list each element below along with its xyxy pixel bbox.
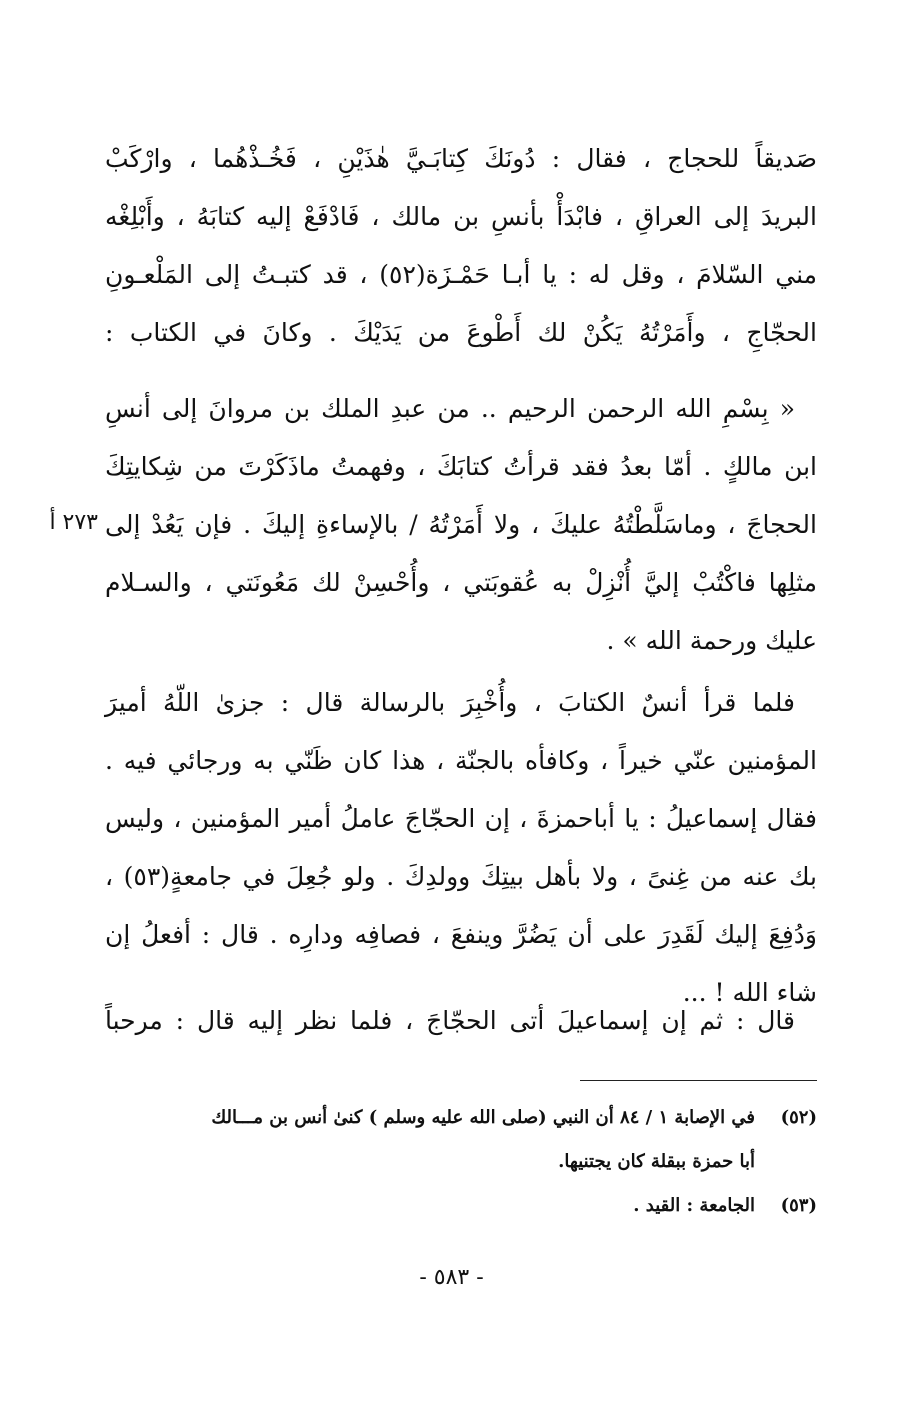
paragraph-3: [105, 992, 817, 1050]
text-line: مثلِها فاكْتُبْ إليَّ أُنْزِلْ به عُقوبَتي ، وأُحْسِنْ لك مَعُونَتي ، والسـلام: [105, 568, 817, 597]
text-line: الحجّاجِ ، وأَمَرْتُهُ يَكُنْ لك أَطْوعَ من يَدَيْكَ . وكانَ في الكتاب :: [105, 318, 817, 347]
footnote-53: [105, 1184, 817, 1228]
footnotes: [105, 1096, 817, 1228]
text-line: عليك ورحمة الله » .: [606, 626, 817, 655]
text-line: صَديقاً للحجاج ، فقال : دُونَكَ كِتابَـيَّ هٰذَيْنِ ، فَخُـذْهُما ، وارْكَبْ: [105, 144, 817, 173]
footnote-continuation: أبا حمزة ببقلة كان يجتنيها.: [558, 1151, 755, 1172]
text-line: فلما قرأ أنسٌ الكتابَ ، وأُخْبِرَ بالرسالة قال : جزىٰ اللّهُ أميرَ: [105, 688, 795, 717]
paragraph-2: [105, 674, 817, 1022]
footnote-number: (٥٣): [780, 1195, 817, 1216]
text-line: ابن مالكٍ . أمّا بعدُ فقد قرأتُ كتابَكَ ، وفهمتُ ماذَكَرْتَ من شِكايتِكَ: [105, 452, 817, 481]
paragraph-1: [105, 130, 817, 362]
footnote-separator: [580, 1080, 817, 1081]
page-number: - ٥٨٣ -: [419, 1265, 484, 1290]
text-line: « بِسْمِ الله الرحمن الرحيم .. من عبدِ الملك بن مروانَ إلى أنسِ: [105, 394, 795, 423]
letter-quote: [105, 380, 817, 670]
text-line: قال : ثم إن إسماعيلَ أتى الحجّاجَ ، فلما نظر إليه قال : مرحباً: [105, 1006, 795, 1035]
text-line: وَدُفِعَ إليك لَقَدِرَ على أن يَضُرَّ وينفعَ ، فصافِه ودارِه . قال : أفعلُ إن: [105, 920, 817, 949]
text-line: فقال إسماعيلُ : يا أباحمزةَ ، إن الحجّاجَ عاملُ أمير المؤمنين ، وليس: [105, 804, 817, 833]
footnote-text: الجامعة : القيد .: [633, 1195, 755, 1216]
text-line: شاء الله ! ...: [682, 978, 817, 1007]
footnote-text: في الإصابة ١ / ٨٤ أن النبي (صلى الله عليه وسلم ) كنىٰ أنس بن مـــالك: [211, 1107, 755, 1128]
text-line: مني السّلامَ ، وقل له : يا أبـا حَمْـزَة(٥٢) ، قد كتبـتُ إلى المَلْعـونِ: [105, 260, 818, 289]
footnote-52: [105, 1096, 817, 1140]
footnote-number: (٥٢): [780, 1107, 817, 1128]
text-line: البريدَ إلى العراقِ ، فابْدَأْ بأنسِ بن مالك ، فَادْفَعْ إليه كتابَهُ ، وأَبْلِغْه: [105, 202, 817, 231]
text-line: المؤمنين عنّي خيراً ، وكافأه بالجنّة ، هذا كان ظَنّي به ورجائي فيه .: [105, 746, 817, 775]
text-line: الحجاجَ ، وماسَلَّطْتُهُ عليكَ ، ولا أَمَرْتُهُ / بالإساءةِ إليكَ . فإن يَعُدْ إلى: [105, 510, 817, 539]
manuscript-folio-note: ٢٧٣ أ: [49, 510, 98, 535]
text-line: بك عنه من غِنىً ، ولا بأهل بيتِكَ وولدِكَ . ولو جُعِلَ في جامعةٍ(٥٣) ،: [105, 862, 817, 891]
